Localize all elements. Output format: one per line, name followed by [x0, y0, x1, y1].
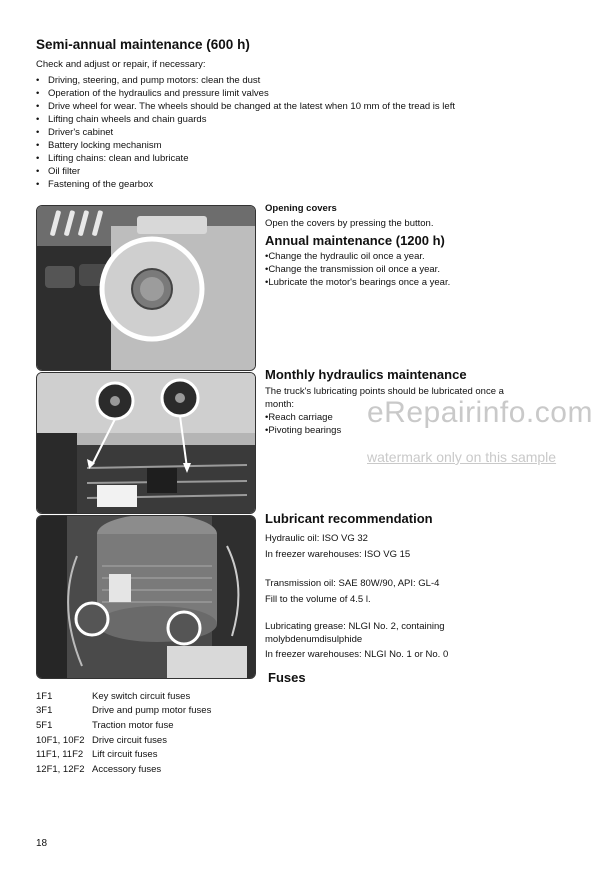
lubricant-volume: Fill to the volume of 4.5 l. — [265, 594, 371, 605]
fuse-code: 12F1, 12F2 — [36, 763, 85, 775]
lubricant-hydraulic-freezer: In freezer warehouses: ISO VG 15 — [265, 549, 411, 560]
watermark-brand: eRepairinfo.com — [367, 396, 593, 429]
fuse-desc: Lift circuit fuses — [92, 749, 158, 761]
list-item: • Operation of the hydraulics and pressure limit valves — [36, 87, 576, 100]
fuses-table — [36, 689, 211, 777]
list-item: • Driving, steering, and pump motors: clean the dust — [36, 74, 576, 87]
photo-opening-covers — [36, 205, 256, 371]
table-row — [36, 689, 211, 704]
list-item: •Reach carriage — [265, 412, 333, 423]
annual-title: Annual maintenance (1200 h) — [265, 233, 445, 248]
fuse-desc: Accessory fuses — [92, 763, 162, 775]
table-row — [36, 762, 211, 777]
photo-lubrication-points — [36, 372, 256, 514]
lubricant-title: Lubricant recommendation — [265, 511, 433, 526]
list-item: • Lifting chain wheels and chain guards — [36, 113, 576, 126]
semi-annual-list — [36, 74, 576, 191]
lubricant-grease: Lubricating grease: NLGI No. 2, containing molybdenumdisulphide — [265, 621, 445, 645]
fuse-desc: Traction motor fuse — [92, 719, 174, 731]
fuse-code: 5F1 — [36, 719, 53, 731]
list-item: •Lubricate the motor's bearings once a year. — [265, 277, 451, 288]
lubricant-transmission: Transmission oil: SAE 80W/90, API: GL-4 — [265, 578, 440, 589]
fuse-code: 11F1, 11F2 — [36, 749, 84, 761]
fuse-code: 10F1, 10F2 — [36, 734, 85, 746]
fuse-code: 1F1 — [36, 690, 53, 702]
semi-annual-title: Semi-annual maintenance (600 h) — [36, 37, 250, 52]
fuse-desc: Drive and pump motor fuses — [92, 705, 212, 717]
table-row — [36, 718, 211, 733]
lubricant-block — [265, 512, 495, 661]
list-item: • Lifting chains: clean and lubricate — [36, 152, 576, 165]
opening-covers-block — [265, 202, 585, 230]
monthly-title: Monthly hydraulics maintenance — [265, 367, 467, 382]
list-item: •Pivoting bearings — [265, 425, 342, 436]
list-item: •Change the transmission oil once a year. — [265, 264, 440, 275]
list-item: •Change the hydraulic oil once a year. — [265, 251, 425, 262]
list-item: • Driver's cabinet — [36, 126, 576, 139]
fuse-desc: Drive circuit fuses — [92, 734, 167, 746]
table-row — [36, 733, 211, 748]
page-number: 18 — [36, 838, 48, 849]
fuses-title: Fuses — [268, 670, 306, 685]
fuse-code: 3F1 — [36, 705, 53, 717]
watermark-note: watermark only on this sample — [367, 449, 557, 465]
table-row — [36, 704, 211, 719]
opening-covers-title: Opening covers — [265, 203, 337, 214]
list-item: • Fastening of the gearbox — [36, 178, 576, 191]
list-item: • Oil filter — [36, 165, 576, 178]
fuse-desc: Key switch circuit fuses — [92, 690, 191, 702]
semi-annual-intro: Check and adjust or repair, if necessary: — [36, 59, 206, 70]
table-row — [36, 747, 211, 762]
monthly-text: The truck's lubricating points should be lubricated once a month: — [265, 386, 504, 410]
opening-covers-text: Open the covers by pressing the button. — [265, 218, 434, 229]
list-item: • Drive wheel for wear. The wheels should be changed at the latest when 10 mm of the tread is left — [36, 100, 576, 113]
photo-motor-fuses — [36, 515, 256, 679]
list-item: • Battery locking mechanism — [36, 139, 576, 152]
lubricant-grease-freezer: In freezer warehouses: NLGI No. 1 or No. 0 — [265, 649, 449, 660]
annual-block — [265, 234, 585, 289]
lubricant-hydraulic: Hydraulic oil: ISO VG 32 — [265, 533, 368, 544]
